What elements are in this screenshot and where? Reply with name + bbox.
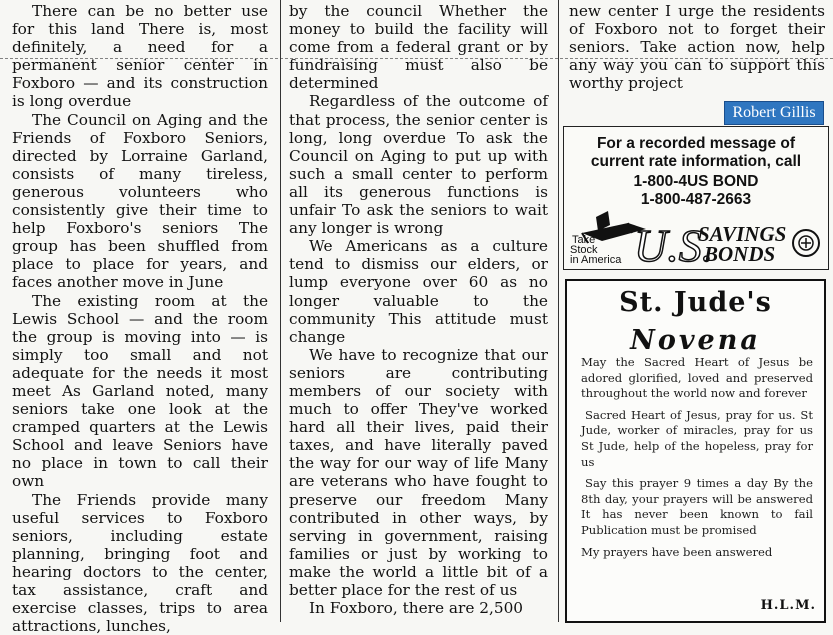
novena-paragraph: My prayers have been answered bbox=[581, 544, 773, 559]
novena-paragraph: May the Sacred Heart of Jesus be adored glorified, loved and preserved throughout the world now and forever bbox=[581, 355, 813, 401]
ad-tagline: in America bbox=[570, 254, 622, 265]
article-paragraph: There can be no better use for this land There is, most definitely, a need for a permanent senior center in Foxboro — and its construction is long overdue bbox=[12, 2, 268, 111]
treasury-seal-icon bbox=[793, 230, 819, 256]
ad-phone-2: 1-800-487-2663 bbox=[640, 191, 752, 208]
author-byline: Robert Gillis bbox=[724, 101, 824, 125]
article-paragraph: Regardless of the outcome of that process, the senior center is long, long overdue To ask the Council on Aging to put up with such a small center to perform all its generous functions is unfair To ask the seniors to wait any longer is wrong bbox=[289, 92, 548, 238]
novena-title: St. Jude's bbox=[619, 287, 772, 318]
logo-word: BONDS bbox=[704, 242, 776, 265]
ad-tagline: Take bbox=[572, 234, 596, 246]
article-paragraph: We have to recognize that our seniors are contributing members of our society with much to offer They've worked hard all their lives, paid their taxes, and have literally paved the way for our way of life Many are veterans who have fought to preserve our freedom Many contributed in other ways, by serving in government, raising families or just by working to make the world a little bit of a better place for the rest of us bbox=[289, 345, 548, 599]
novena-body bbox=[581, 355, 813, 566]
article-paragraph: The Friends provide many useful services to Foxboro seniors, including estate planning, bringing foot and hearing doctors to the center, tax assistance, craft and exercise classes, trips to area attractions, lunches, bbox=[12, 490, 268, 635]
ad-phone-1: 1-800-4US BOND bbox=[633, 173, 759, 190]
savings-bond-ad bbox=[563, 126, 829, 270]
ad-tagline: Stock bbox=[570, 244, 598, 256]
article-column-1 bbox=[12, 2, 268, 635]
column-divider bbox=[280, 0, 281, 622]
article-paragraph: The existing room at the Lewis School — and the room the group is moving into — is simply too small and not adequate for the needs it most meet As Garland noted, many seniors take one look at the cramped quarters at the Lewis School and leave Seniors have no place in town to call their own bbox=[12, 291, 268, 491]
savings-bonds-logo bbox=[568, 207, 820, 265]
article-paragraph: by the council Whether the money to build the facility will come from a federal grant or by fundraising must also be determined bbox=[289, 2, 548, 93]
article-column-3 bbox=[569, 2, 825, 92]
logo-letters: U.S. bbox=[634, 220, 714, 265]
ad-text-line: current rate information, call bbox=[590, 153, 802, 170]
novena-signature: H.L.M. bbox=[760, 598, 816, 613]
logo-word: SAVINGS bbox=[698, 222, 787, 246]
article-paragraph: The Council on Aging and the Friends of Foxboro Seniors, directed by Lorraine Garland, consists of many tireless, generous volunteers who consistently give their time to help Foxboro's seniors The group has been shuffled from place to place for years, and faces another move in June bbox=[12, 110, 268, 292]
article-column-2 bbox=[289, 2, 548, 617]
ad-text-line: For a recorded message of bbox=[596, 135, 796, 152]
novena-paragraph: Say this prayer 9 times a day By the 8th day, your prayers will be answered It has never been known to fail Publication must be promised bbox=[581, 476, 813, 537]
article-paragraph: new center I urge the residents of Foxboro not to forget their seniors. Take action now, help any way you can to support this worthy project bbox=[569, 2, 825, 93]
column-divider bbox=[558, 0, 559, 622]
novena-notice bbox=[565, 279, 826, 623]
novena-paragraph: Sacred Heart of Jesus, pray for us. St Jude, worker of miracles, pray for us St Jude, help of the hopeless, pray for us bbox=[581, 407, 813, 469]
article-paragraph: We Americans as a culture tend to dismiss our elders, or lump everyone over 60 as no longer valuable to the community This attitude must change bbox=[289, 237, 548, 346]
novena-title: Novena bbox=[630, 325, 761, 356]
article-paragraph: In Foxboro, there are 2,500 bbox=[309, 599, 524, 618]
